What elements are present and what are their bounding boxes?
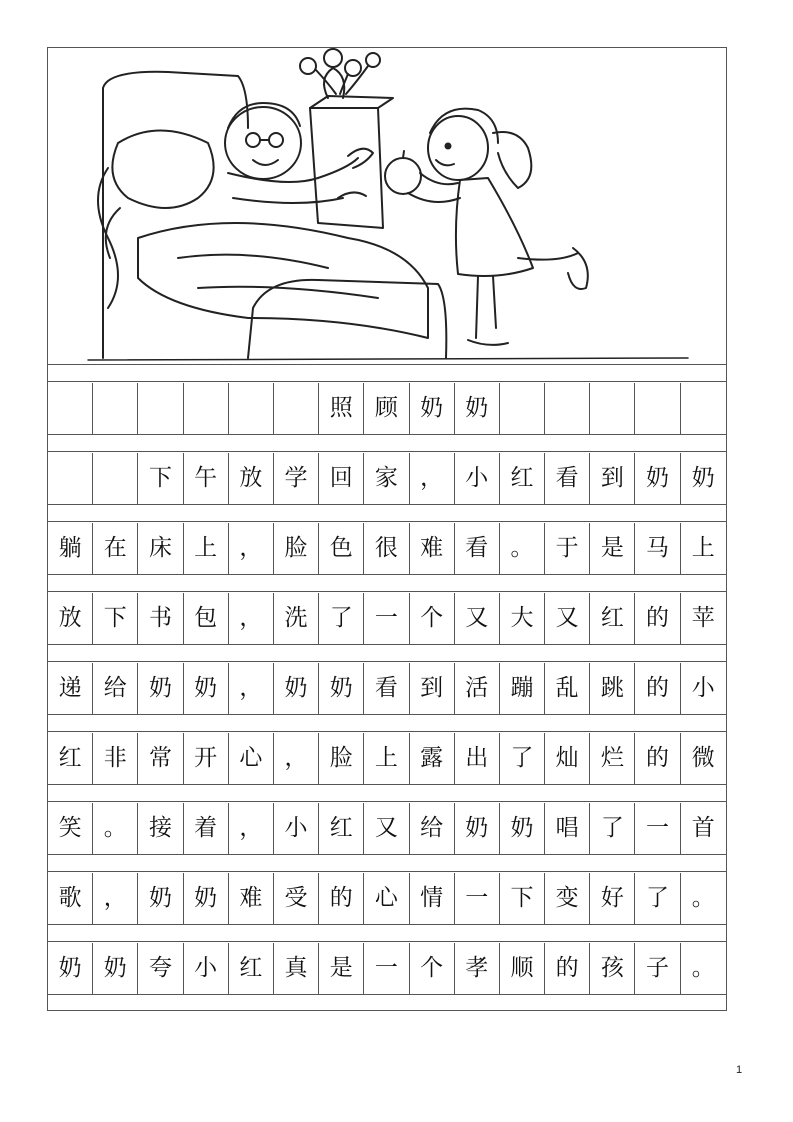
essay-row <box>48 453 726 505</box>
grid-cell: 一 <box>364 943 409 994</box>
grid-cell: 跳 <box>590 663 635 714</box>
grid-cell: 脸 <box>274 523 319 574</box>
grid-cell: ， <box>229 593 274 644</box>
grid-cell: 看 <box>364 663 409 714</box>
grid-cell: 是 <box>590 523 635 574</box>
grid-cell: 情 <box>410 873 455 924</box>
grid-cell: 给 <box>410 803 455 854</box>
grid-cell <box>48 453 93 504</box>
grid-cell: 受 <box>274 873 319 924</box>
grid-cell: 床 <box>138 523 183 574</box>
grid-cell <box>635 383 680 434</box>
spacer-row <box>48 995 726 1012</box>
grid-cell: 开 <box>184 733 229 784</box>
grid-cell: 看 <box>545 453 590 504</box>
grid-cell: 一 <box>455 873 500 924</box>
grid-cell: 很 <box>364 523 409 574</box>
grid-cell: 奶 <box>691 465 715 491</box>
spacer-row <box>48 645 726 662</box>
essay-row <box>48 803 726 855</box>
grid-cell: 到 <box>410 663 455 714</box>
grid-cell: 难 <box>229 873 274 924</box>
grid-cell: 了 <box>635 873 680 924</box>
grid-cell: 了 <box>590 803 635 854</box>
grid-cell: 个 <box>410 593 455 644</box>
grid-cell: 上 <box>364 733 409 784</box>
grid-cell: 红 <box>319 803 364 854</box>
grid-cell: 顺 <box>500 943 545 994</box>
essay-row <box>48 663 726 715</box>
grid-cell: 奶 <box>138 873 183 924</box>
grid-cell: 照 <box>319 383 364 434</box>
grid-cell: 小 <box>274 803 319 854</box>
grid-cell: 奶 <box>410 383 455 434</box>
grid-cell: 递 <box>48 663 93 714</box>
grid-cell: 一 <box>635 803 680 854</box>
grid-cell: 又 <box>364 803 409 854</box>
grid-cell <box>93 383 138 434</box>
grid-cell: 变 <box>545 873 590 924</box>
grid-cell: 了 <box>319 593 364 644</box>
grid-cell: 小 <box>691 675 715 701</box>
grid-cell: ， <box>93 873 138 924</box>
grid-cell: 首 <box>691 815 715 841</box>
grid-cell: 到 <box>590 453 635 504</box>
grid-cell: 乱 <box>545 663 590 714</box>
grid-cell <box>681 383 726 434</box>
grid-cell: 包 <box>184 593 229 644</box>
grid-cell: 子 <box>635 943 680 994</box>
grid-cell: 上 <box>184 523 229 574</box>
grid-cell <box>138 383 183 434</box>
spacer-row <box>48 785 726 802</box>
grid-cell: 接 <box>138 803 183 854</box>
grid-cell: 大 <box>500 593 545 644</box>
grid-cell: 色 <box>319 523 364 574</box>
grid-cell: 的 <box>319 873 364 924</box>
grid-cell: 灿 <box>545 733 590 784</box>
grid-cell: 。 <box>691 885 715 911</box>
grid-cell: 于 <box>545 523 590 574</box>
spacer-row <box>48 855 726 872</box>
grid-cell: 真 <box>274 943 319 994</box>
grid-cell: 躺 <box>48 523 93 574</box>
grid-cell: 奶 <box>138 663 183 714</box>
grid-cell: 奶 <box>455 803 500 854</box>
grid-cell: 又 <box>545 593 590 644</box>
grid-cell: 露 <box>410 733 455 784</box>
grid-cell: 孩 <box>590 943 635 994</box>
grid-cell: 好 <box>590 873 635 924</box>
writing-sheet <box>47 47 727 1011</box>
grid-cell: 孝 <box>455 943 500 994</box>
grid-cell: 非 <box>93 733 138 784</box>
grid-cell <box>93 453 138 504</box>
grid-cell: 回 <box>319 453 364 504</box>
grid-cell <box>500 383 545 434</box>
essay-row <box>48 733 726 785</box>
grid-cell <box>48 383 93 434</box>
grid-cell: ， <box>229 663 274 714</box>
title-row <box>48 383 726 435</box>
grid-cell: 奶 <box>274 663 319 714</box>
grid-cell: 奶 <box>455 383 500 434</box>
spacer-row <box>48 575 726 592</box>
grid-cell: 微 <box>691 745 715 771</box>
grid-cell: 放 <box>229 453 274 504</box>
grid-cell: ， <box>229 803 274 854</box>
grid-cell: 歌 <box>48 873 93 924</box>
illustration <box>48 48 726 365</box>
spacer-row <box>48 715 726 732</box>
grid-cell: 给 <box>93 663 138 714</box>
grid-cell: 苹 <box>691 605 715 631</box>
grid-cell: 的 <box>545 943 590 994</box>
grid-cell: 红 <box>500 453 545 504</box>
grid-cell <box>184 383 229 434</box>
grid-cell: 。 <box>500 523 545 574</box>
grid-cell: 奶 <box>184 873 229 924</box>
grid-cell: 一 <box>364 593 409 644</box>
grid-cell: ， <box>410 453 455 504</box>
grid-cell: 心 <box>229 733 274 784</box>
grid-cell: 下 <box>500 873 545 924</box>
grid-cell: 奶 <box>48 943 93 994</box>
grid-cell: 红 <box>229 943 274 994</box>
spacer-row <box>48 435 726 452</box>
grid-cell: 顾 <box>364 383 409 434</box>
grid-cell: 家 <box>364 453 409 504</box>
grid-cell: 夸 <box>138 943 183 994</box>
grid-cell: 笑 <box>48 803 93 854</box>
essay-row <box>48 943 726 995</box>
grid-cell: 奶 <box>500 803 545 854</box>
essay-row <box>48 523 726 575</box>
spacer-row <box>48 365 726 382</box>
grid-cell: 着 <box>184 803 229 854</box>
grid-cell <box>274 383 319 434</box>
grid-cell: 蹦 <box>500 663 545 714</box>
grid-cell: 学 <box>274 453 319 504</box>
grid-cell: 难 <box>410 523 455 574</box>
grid-cell: 出 <box>455 733 500 784</box>
page-number: 1 <box>736 1064 743 1076</box>
grid-cell: 红 <box>590 593 635 644</box>
grid-cell: ， <box>274 733 319 784</box>
grid-cell: 的 <box>635 733 680 784</box>
grid-cell: 下 <box>138 453 183 504</box>
grid-cell: 。 <box>93 803 138 854</box>
grid-cell: 。 <box>691 955 715 981</box>
spacer-row <box>48 925 726 942</box>
grid-cell: 看 <box>455 523 500 574</box>
grid-cell: 烂 <box>590 733 635 784</box>
grid-cell: 又 <box>455 593 500 644</box>
grid-cell <box>590 383 635 434</box>
grid-cell: 洗 <box>274 593 319 644</box>
grid-cell: 常 <box>138 733 183 784</box>
grid-cell: 午 <box>184 453 229 504</box>
grid-cell: 在 <box>93 523 138 574</box>
grid-cell: 心 <box>364 873 409 924</box>
grid-cell <box>545 383 590 434</box>
grid-cell: 奶 <box>319 663 364 714</box>
grid-cell <box>229 383 274 434</box>
grid-cell: 奶 <box>635 453 680 504</box>
grid-cell: 脸 <box>319 733 364 784</box>
grid-cell: 是 <box>319 943 364 994</box>
grid-cell: 小 <box>184 943 229 994</box>
grid-cell: 小 <box>455 453 500 504</box>
spacer-row <box>48 505 726 522</box>
essay-row <box>48 593 726 645</box>
grid-cell: 活 <box>455 663 500 714</box>
grid-cell: 的 <box>635 593 680 644</box>
grid-cell: 书 <box>138 593 183 644</box>
grid-cell: 奶 <box>93 943 138 994</box>
grid-cell: ， <box>229 523 274 574</box>
grid-cell: 的 <box>635 663 680 714</box>
grid-cell: 了 <box>500 733 545 784</box>
grid-cell: 上 <box>691 535 715 561</box>
grid-cell: 奶 <box>184 663 229 714</box>
grid-cell: 马 <box>635 523 680 574</box>
grid-cell: 下 <box>93 593 138 644</box>
grid-cell: 红 <box>48 733 93 784</box>
grid-cell: 放 <box>48 593 93 644</box>
grandma-and-girl-illustration <box>48 48 726 364</box>
grid-cell: 个 <box>410 943 455 994</box>
grid-cell: 唱 <box>545 803 590 854</box>
essay-row <box>48 873 726 925</box>
